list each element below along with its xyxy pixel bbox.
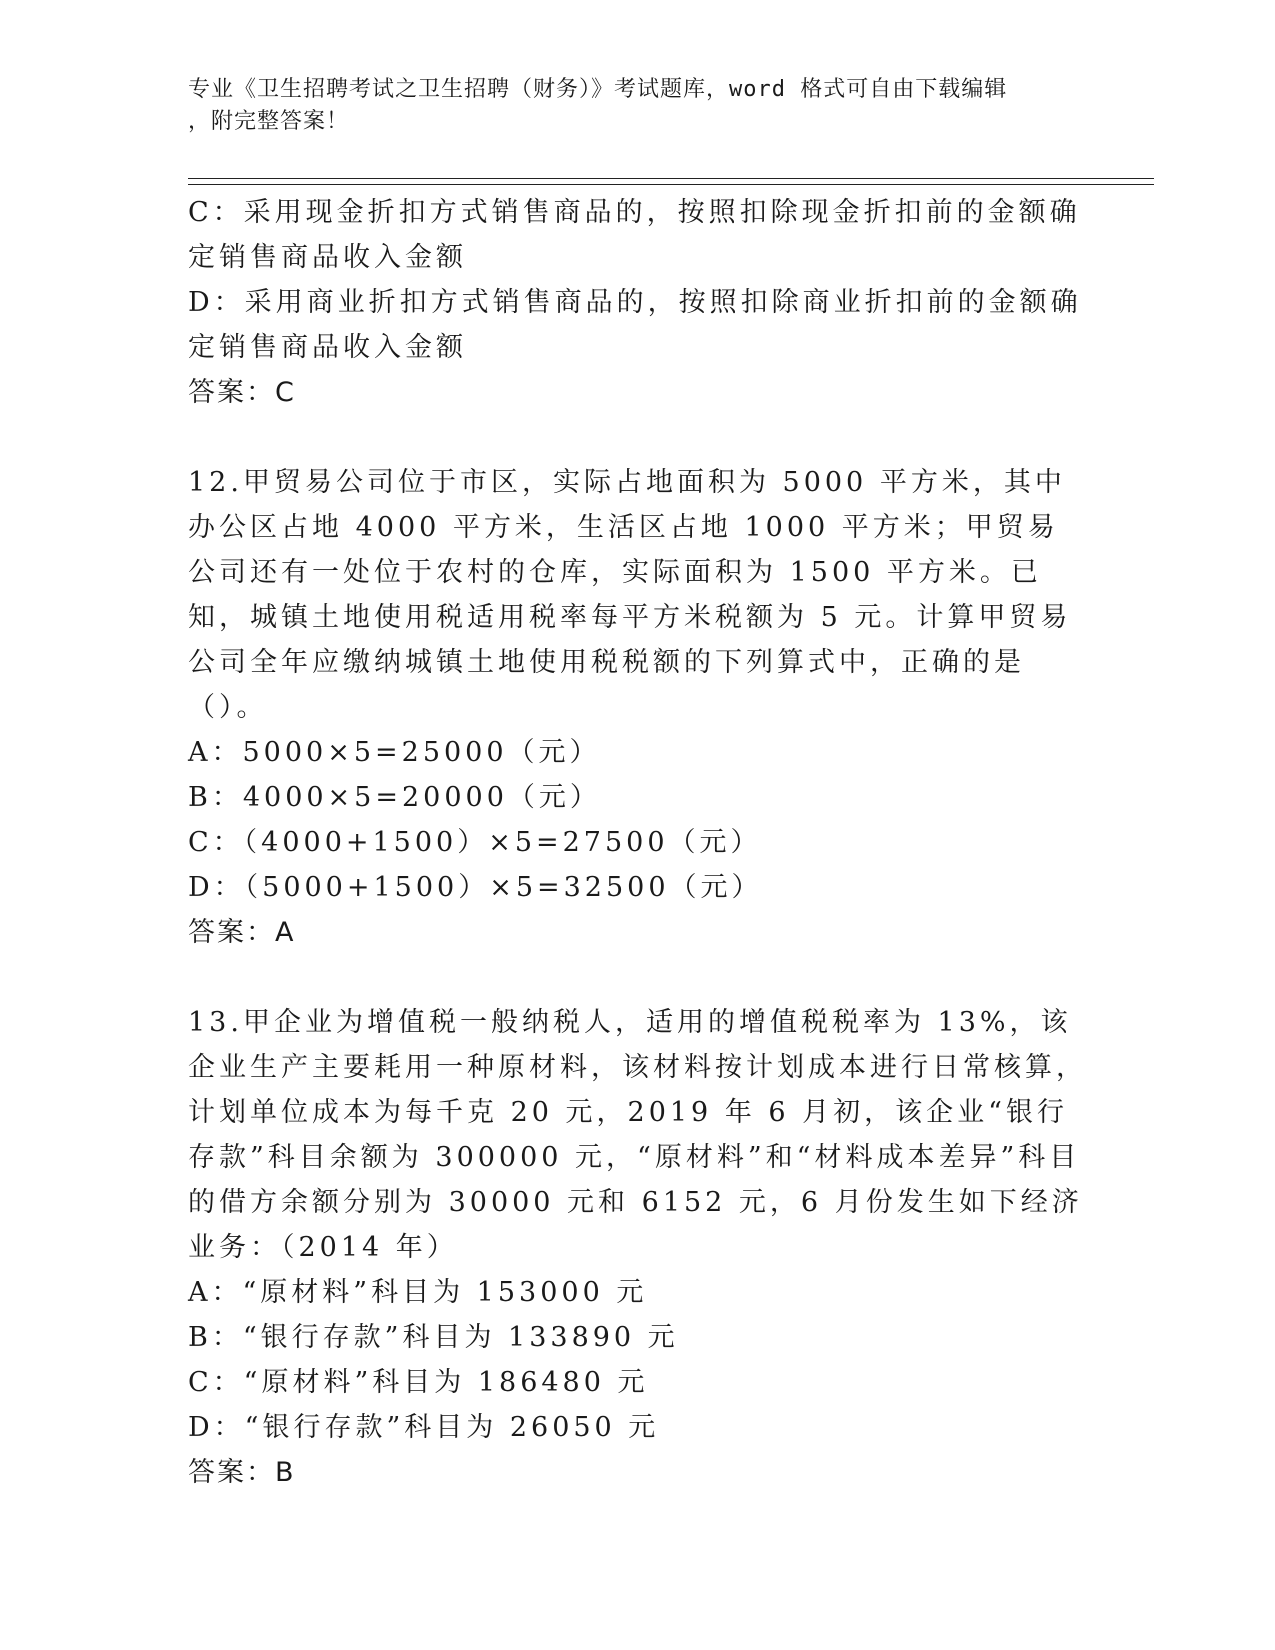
option-d: D：“银行存款”科目为 26050 元 bbox=[188, 1412, 660, 1443]
answer-line: 答案：B bbox=[188, 1457, 296, 1488]
spacer bbox=[188, 415, 1088, 460]
option-c: C：采用现金折扣方式销售商品的，按照扣除现金折扣前的金额确定销售商品收入金额 bbox=[188, 197, 1081, 273]
question-13 bbox=[188, 1000, 1088, 1495]
answer-line: 答案：A bbox=[188, 917, 296, 948]
header-rule-bottom bbox=[188, 184, 1154, 185]
option-c: C：（4000+1500）×5=27500（元） bbox=[188, 827, 762, 858]
document-header bbox=[188, 74, 1078, 138]
option-c: C：“原材料”科目为 186480 元 bbox=[188, 1367, 649, 1398]
question-12 bbox=[188, 460, 1088, 955]
option-d: D：采用商业折扣方式销售商品的，按照扣除商业折扣前的金额确定销售商品收入金额 bbox=[188, 287, 1082, 363]
question-stem: 13.甲企业为增值税一般纳税人，适用的增值税税率为 13%，该企业生产主要耗用一种原材料，该材料按计划成本进行日常核算，计划单位成本为每千克 20 元，2019 年 6 月初，该企业“银行存款”科目余额为 300000 元，“原材料”和“材料成本差异”科目的借方余额分别为 30000 元和 6152 元，6 月份发生如下经济业务：（2014 年） bbox=[188, 1007, 1087, 1263]
header-rule-top bbox=[188, 178, 1154, 179]
answer-line: 答案：C bbox=[188, 377, 296, 408]
option-a: A：5000×5=25000（元） bbox=[188, 737, 601, 768]
header-line-2: ，附完整答案！ bbox=[188, 109, 350, 134]
option-d: D：（5000+1500）×5=32500（元） bbox=[188, 872, 763, 903]
option-b: B：“银行存款”科目为 133890 元 bbox=[188, 1322, 679, 1353]
option-b: B：4000×5=20000（元） bbox=[188, 782, 601, 813]
question-list bbox=[188, 190, 1088, 1495]
spacer bbox=[188, 955, 1088, 1000]
question-stem: 12.甲贸易公司位于市区，实际占地面积为 5000 平方米，其中办公区占地 4000 平方米，生活区占地 1000 平方米；甲贸易公司还有一处位于农村的仓库，实际面积为 1500 平方米。已知，城镇土地使用税适用税率每平方米税额为 5 元。计算甲贸易公司全年应缴纳城镇土地使用税税额的下列算式中，正确的是（）。 bbox=[188, 467, 1072, 723]
header-line-1: 专业《卫生招聘考试之卫生招聘（财务）》考试题库，word 格式可自由下载编辑 bbox=[188, 77, 1008, 102]
option-a: A：“原材料”科目为 153000 元 bbox=[188, 1277, 648, 1308]
previous-question bbox=[188, 190, 1088, 415]
